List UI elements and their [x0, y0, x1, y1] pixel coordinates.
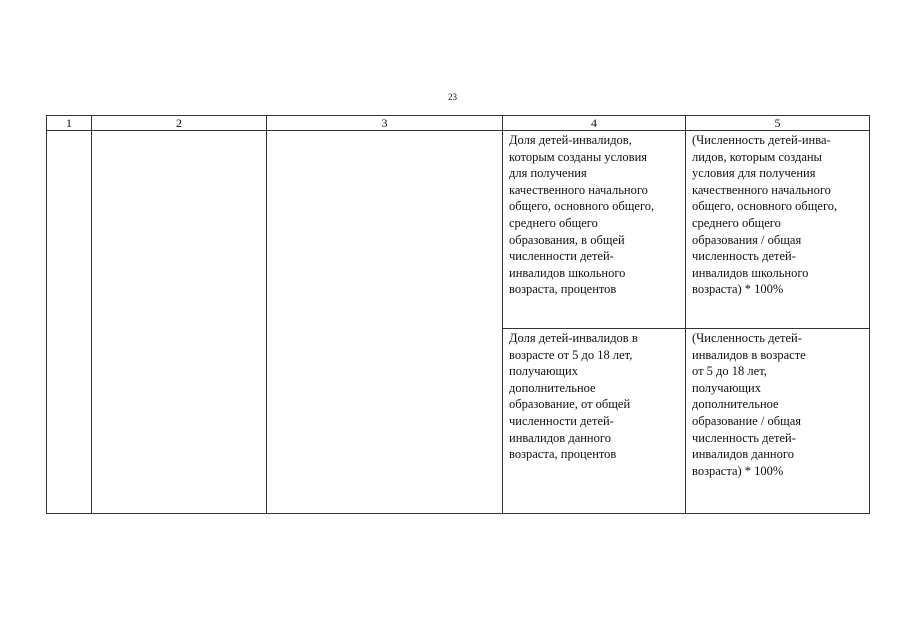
cell-col3	[267, 131, 503, 514]
indicator-cell: Доля детей-инвалидов в возрасте от 5 до 18 лет, получающих дополнительное образование, от общей численности детей- инвалидов данного возраста, процентов	[503, 329, 686, 514]
cell-col1	[47, 131, 92, 514]
column-header-4: 4	[503, 116, 686, 131]
indicator-cell: Доля детей-инвалидов, которым созданы условия для получения качественного начального общего, основного общего, среднего общего образования, в общей численности детей- инвалидов школьного возраста, процентов	[503, 131, 686, 329]
indicator-table	[46, 115, 870, 514]
table-row	[47, 131, 870, 329]
column-header-1: 1	[47, 116, 92, 131]
column-header-2: 2	[92, 116, 267, 131]
formula-cell: (Численность детей- инвалидов в возрасте от 5 до 18 лет, получающих дополнительное образование / общая численность детей- инвалидов данного возраста) * 100%	[686, 329, 870, 514]
column-header-3: 3	[267, 116, 503, 131]
cell-col2	[92, 131, 267, 514]
table-header-row	[47, 116, 870, 131]
column-header-5: 5	[686, 116, 870, 131]
formula-cell: (Численность детей-инва- лидов, которым созданы условия для получения качественного начального общего, основного общего, среднего общего образования / общая численность детей- инвалидов школьного возраста) * 100%	[686, 131, 870, 329]
page-number: 23	[448, 92, 457, 102]
